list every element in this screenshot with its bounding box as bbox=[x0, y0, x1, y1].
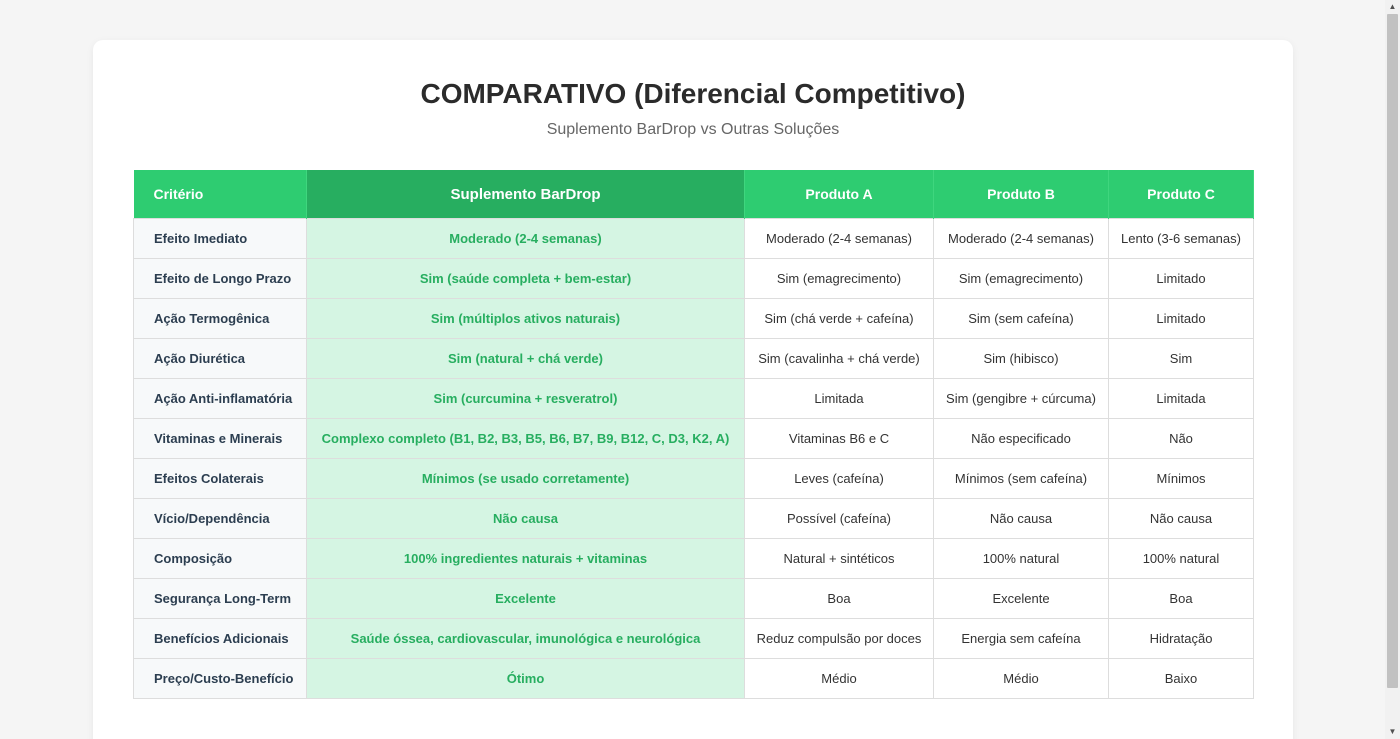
cell-criterio: Vitaminas e Minerais bbox=[134, 419, 307, 459]
comparison-table bbox=[133, 170, 1254, 699]
table-header-row bbox=[134, 170, 1254, 219]
table-row bbox=[134, 259, 1254, 299]
table-row bbox=[134, 579, 1254, 619]
cell-criterio: Preço/Custo-Benefício bbox=[134, 659, 307, 699]
table-row bbox=[134, 379, 1254, 419]
header-produto-a: Produto A bbox=[745, 170, 934, 219]
cell-bardrop: Sim (saúde completa + bem-estar) bbox=[307, 259, 745, 299]
table-row bbox=[134, 539, 1254, 579]
scroll-down-arrow-icon[interactable]: ▼ bbox=[1388, 727, 1397, 736]
cell-bardrop: Sim (natural + chá verde) bbox=[307, 339, 745, 379]
cell-produto-a: Limitada bbox=[745, 379, 934, 419]
cell-produto-b: Sim (hibisco) bbox=[934, 339, 1109, 379]
cell-produto-a: Sim (emagrecimento) bbox=[745, 259, 934, 299]
cell-bardrop: Sim (múltiplos ativos naturais) bbox=[307, 299, 745, 339]
cell-produto-b: Excelente bbox=[934, 579, 1109, 619]
cell-bardrop: Complexo completo (B1, B2, B3, B5, B6, B7, B9, B12, C, D3, K2, A) bbox=[307, 419, 745, 459]
table-row bbox=[134, 339, 1254, 379]
cell-criterio: Efeito Imediato bbox=[134, 219, 307, 259]
cell-produto-a: Possível (cafeína) bbox=[745, 499, 934, 539]
cell-produto-c: Não bbox=[1109, 419, 1254, 459]
cell-criterio: Benefícios Adicionais bbox=[134, 619, 307, 659]
header-criterio: Critério bbox=[134, 170, 307, 219]
cell-produto-c: Baixo bbox=[1109, 659, 1254, 699]
cell-produto-b: Sim (emagrecimento) bbox=[934, 259, 1109, 299]
cell-bardrop: 100% ingredientes naturais + vitaminas bbox=[307, 539, 745, 579]
cell-produto-c: Limitado bbox=[1109, 259, 1254, 299]
cell-produto-b: Médio bbox=[934, 659, 1109, 699]
cell-produto-b: Moderado (2-4 semanas) bbox=[934, 219, 1109, 259]
table-row bbox=[134, 659, 1254, 699]
cell-produto-a: Leves (cafeína) bbox=[745, 459, 934, 499]
cell-criterio: Ação Anti-inflamatória bbox=[134, 379, 307, 419]
table-row bbox=[134, 419, 1254, 459]
table-body bbox=[134, 219, 1254, 699]
cell-criterio: Efeito de Longo Prazo bbox=[134, 259, 307, 299]
header-bardrop: Suplemento BarDrop bbox=[307, 170, 745, 219]
table-row bbox=[134, 499, 1254, 539]
header-produto-c: Produto C bbox=[1109, 170, 1254, 219]
cell-produto-a: Sim (chá verde + cafeína) bbox=[745, 299, 934, 339]
comparison-card bbox=[93, 40, 1293, 739]
cell-bardrop: Sim (curcumina + resveratrol) bbox=[307, 379, 745, 419]
cell-produto-a: Natural + sintéticos bbox=[745, 539, 934, 579]
cell-produto-a: Médio bbox=[745, 659, 934, 699]
cell-produto-c: Sim bbox=[1109, 339, 1254, 379]
cell-produto-c: Mínimos bbox=[1109, 459, 1254, 499]
cell-bardrop: Ótimo bbox=[307, 659, 745, 699]
cell-produto-b: Energia sem cafeína bbox=[934, 619, 1109, 659]
cell-criterio: Ação Diurética bbox=[134, 339, 307, 379]
table-row bbox=[134, 459, 1254, 499]
cell-produto-b: Sim (sem cafeína) bbox=[934, 299, 1109, 339]
cell-produto-c: Hidratação bbox=[1109, 619, 1254, 659]
cell-criterio: Vício/Dependência bbox=[134, 499, 307, 539]
page-subtitle: Suplemento BarDrop vs Outras Soluções bbox=[546, 121, 840, 138]
cell-bardrop: Moderado (2-4 semanas) bbox=[307, 219, 745, 259]
cell-produto-c: Limitado bbox=[1109, 299, 1254, 339]
cell-criterio: Segurança Long-Term bbox=[134, 579, 307, 619]
cell-produto-c: Limitada bbox=[1109, 379, 1254, 419]
cell-produto-a: Boa bbox=[745, 579, 934, 619]
scrollbar-thumb[interactable] bbox=[1387, 14, 1398, 688]
cell-criterio: Ação Termogênica bbox=[134, 299, 307, 339]
cell-produto-a: Reduz compulsão por doces bbox=[745, 619, 934, 659]
scroll-up-arrow-icon[interactable]: ▲ bbox=[1388, 2, 1397, 11]
header-produto-b: Produto B bbox=[934, 170, 1109, 219]
vertical-scrollbar[interactable] bbox=[1385, 0, 1400, 739]
cell-produto-c: Lento (3-6 semanas) bbox=[1109, 219, 1254, 259]
cell-produto-a: Vitaminas B6 e C bbox=[745, 419, 934, 459]
cell-produto-c: Não causa bbox=[1109, 499, 1254, 539]
cell-produto-c: Boa bbox=[1109, 579, 1254, 619]
table-row bbox=[134, 619, 1254, 659]
table-row bbox=[134, 219, 1254, 259]
cell-produto-c: 100% natural bbox=[1109, 539, 1254, 579]
cell-produto-a: Moderado (2-4 semanas) bbox=[745, 219, 934, 259]
cell-produto-b: Mínimos (sem cafeína) bbox=[934, 459, 1109, 499]
cell-bardrop: Mínimos (se usado corretamente) bbox=[307, 459, 745, 499]
cell-bardrop: Excelente bbox=[307, 579, 745, 619]
cell-produto-b: 100% natural bbox=[934, 539, 1109, 579]
cell-produto-b: Não especificado bbox=[934, 419, 1109, 459]
cell-bardrop: Não causa bbox=[307, 499, 745, 539]
cell-produto-a: Sim (cavalinha + chá verde) bbox=[745, 339, 934, 379]
page-title: COMPARATIVO (Diferencial Competitivo) bbox=[420, 78, 966, 109]
table-row bbox=[134, 299, 1254, 339]
cell-produto-b: Sim (gengibre + cúrcuma) bbox=[934, 379, 1109, 419]
cell-produto-b: Não causa bbox=[934, 499, 1109, 539]
cell-bardrop: Saúde óssea, cardiovascular, imunológica e neurológica bbox=[307, 619, 745, 659]
cell-criterio: Efeitos Colaterais bbox=[134, 459, 307, 499]
cell-criterio: Composição bbox=[134, 539, 307, 579]
